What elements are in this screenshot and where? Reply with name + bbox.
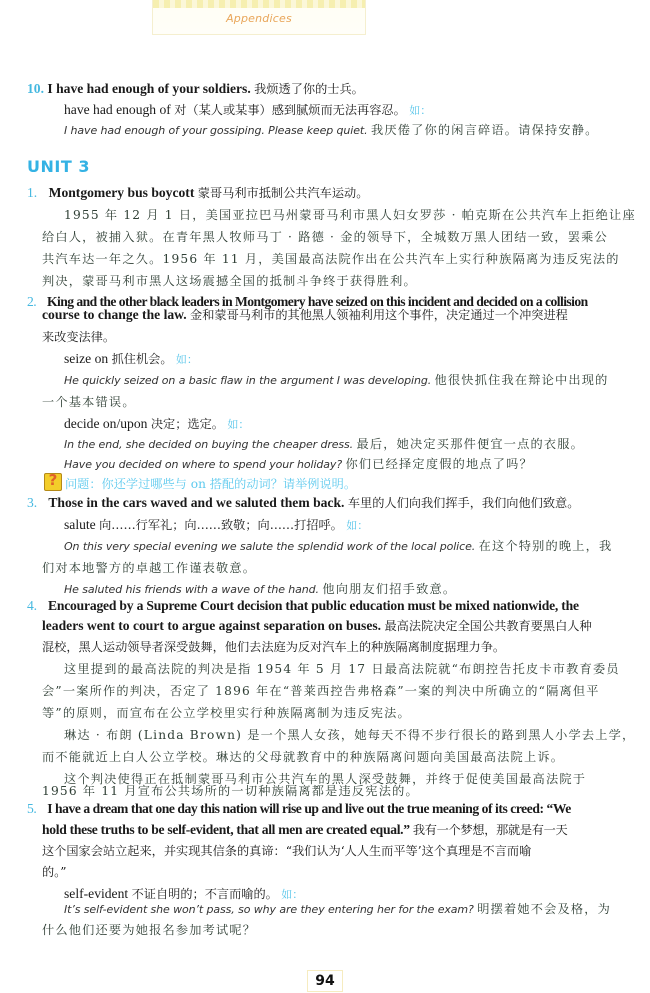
- phrase: self-evident: [64, 886, 129, 901]
- example-marker: 如：: [409, 104, 432, 117]
- note-line: 这里提到的最高法院的判决是指 1954 年 5 月 17 日最高法院就“布朗控告托皮卡市教育委员: [64, 662, 620, 676]
- example-en: I have had enough of your gossiping. Please keep quiet.: [64, 124, 368, 137]
- note-line: 而不能就近上白人公立学校。琳达的父母就教育中的种族隔离问题向美国最高法院上诉。: [42, 750, 565, 764]
- example-cn: 你们已经择定度假的地点了吗？: [345, 457, 533, 471]
- sentence-en: I have a dream that one day this nation will rise up and live out the true meaning of its creed: “We: [47, 801, 571, 816]
- example-cn-cont: 什么他们还要为她报名参加考试呢？: [42, 923, 257, 937]
- note-line: 给白人，被捕入狱。在青年黑人牧师马丁 · 路德 · 金的领导下，全城数万黑人团结一致，罢乘公: [42, 230, 608, 244]
- item-number: 10.: [27, 81, 44, 96]
- example-marker: 如：: [281, 888, 304, 901]
- running-header: [152, 0, 366, 35]
- example: [64, 537, 612, 556]
- item-number: 2.: [27, 294, 37, 309]
- item-number: 4.: [27, 598, 37, 613]
- item-4-sentence-line2: [42, 617, 592, 635]
- note-line: 判决，蒙哥马利市黑人这场震撼全国的抵制斗争终于获得胜利。: [42, 274, 417, 288]
- question-prompt: [44, 473, 356, 493]
- sentence-cn-cont: 混校，黑人运动领导者深受鼓舞，他们去法庭为反对汽车上的种族隔离制度据理力争。: [42, 640, 506, 654]
- sentence-en: Those in the cars waved and we saluted them back.: [48, 495, 345, 510]
- example: [64, 435, 584, 454]
- item-5-sentence-line2: [42, 821, 567, 839]
- phrase-cn: 对（某人或某事）感到腻烦而无法再容忍。: [174, 103, 406, 117]
- phrase-cn: 抓住机会。: [111, 352, 173, 366]
- item-10-phrase: [64, 101, 431, 120]
- example: [64, 371, 609, 390]
- example-en: It’s self-evident she won’t pass, so why are they entering her for the exam?: [64, 903, 474, 916]
- note-line: 1956 年 11 月宣布公共场所的一切种族隔离都是违反宪法的。: [42, 784, 419, 798]
- phrase-cn: 决定；选定。: [150, 417, 224, 431]
- sentence-cn-cont: 来改变法律。: [42, 330, 116, 344]
- sentence-en: Montgomery bus boycott: [48, 185, 195, 200]
- sentence-cn: 金和蒙哥马利市的其他黑人领袖利用这个事件，决定通过一个冲突进程: [190, 308, 568, 322]
- sentence-en-cont: leaders went to court to argue against separation on buses.: [42, 618, 382, 633]
- page-number: 94: [307, 970, 343, 992]
- note-line: 等”的原则，而宣布在公立学校里实行种族隔离制为违反宪法。: [42, 706, 411, 720]
- example: [64, 455, 533, 474]
- note-line: 琳达 · 布朗 (Linda Brown) 是一个黑人女孩，她每天不得不步行很长的路到黑人小学去上学，: [64, 728, 636, 742]
- example-en: In the end, she decided on buying the cheaper dress.: [64, 438, 354, 451]
- sentence-cn-cont: 这个国家会站立起来，并实现其信条的真谛：“我们认为‘人人生而平等’这个真理是不言而喻: [42, 844, 532, 858]
- example: [64, 900, 611, 919]
- note-line: 会”一案所作的判决，否定了 1896 年在“普莱西控告弗格森”一案的判决中所确立的“隔离但平: [42, 684, 600, 698]
- example-cn: 在这个特别的晚上，我: [478, 539, 613, 553]
- phrase-seize-on: [64, 350, 198, 369]
- sentence-cn: 最高法院决定全国公共教育要黑白人种: [384, 619, 592, 633]
- sentence-cn: 车里的人们向我们挥手，我们向他们致意。: [347, 496, 580, 510]
- unit-heading: UNIT 3: [27, 157, 90, 176]
- phrase: salute: [64, 517, 96, 532]
- item-10-example: [64, 121, 599, 140]
- phrase-decide-on: [64, 415, 249, 434]
- sentence-cn: 蒙哥马利市抵制公共汽车运动。: [197, 186, 369, 200]
- sentence-cn: 我烦透了你的士兵。: [254, 82, 364, 96]
- note-line: 这个判决使得正在抵制蒙哥马利市公共汽车的黑人深受鼓舞，并终于促使美国最高法院于: [64, 772, 587, 786]
- note-line: 共汽车达一年之久。1956 年 11 月，美国最高法院作出在公共汽车上实行种族隔离为违反宪法的: [42, 252, 620, 266]
- item-number: 5.: [27, 801, 37, 816]
- example-cn: 他很快抓住我在辩论中出现的: [434, 373, 609, 387]
- example-marker: 如：: [227, 418, 250, 431]
- sentence-en-cont: hold these truths to be self-evident, that all men are created equal.”: [42, 822, 410, 837]
- example-marker: 如：: [346, 519, 369, 532]
- sentence-en-cont: course to change the law.: [42, 307, 187, 322]
- note-line: 1955 年 12 月 1 日，美国亚拉巴马州蒙哥马利市黑人妇女罗莎 · 帕克斯在公共汽车上拒绝让座: [64, 208, 636, 222]
- sentence-cn-cont: 的。”: [42, 865, 67, 879]
- sentence-en: King and the other black leaders in Montgomery have seized on this incident and decided on a collision: [46, 294, 588, 309]
- question-text: 问题：你还学过哪些与 on 搭配的动词？请举例说明。: [65, 477, 357, 491]
- example-cn: 最后，她决定买那件便宜一点的衣服。: [356, 437, 585, 451]
- example-en: He quickly seized on a basic flaw in the argument I was developing.: [64, 374, 432, 387]
- item-5-sentence-line1: [27, 800, 571, 818]
- sentence-cn: 我有一个梦想，那就是有一天: [412, 823, 568, 837]
- item-number: 3.: [27, 495, 38, 510]
- item-number: 1.: [27, 185, 38, 200]
- phrase-cn: 向……行军礼；向……致敬；向……打招呼。: [99, 518, 343, 532]
- example-cn-cont: 们对本地警方的卓越工作谨表敬意。: [42, 561, 257, 575]
- header-decoration: [153, 0, 365, 8]
- example-cn: 我厌倦了你的闲言碎语。请保持安静。: [370, 123, 599, 137]
- example-en: He saluted his friends with a wave of the hand.: [64, 583, 319, 596]
- sentence-en: I have had enough of your soldiers.: [47, 81, 251, 96]
- example-cn: 明摆着她不会及格，为: [477, 902, 612, 916]
- phrase: have had enough of: [64, 102, 171, 117]
- example-en: On this very special evening we salute the splendid work of the local police.: [64, 540, 476, 553]
- example-marker: 如：: [175, 353, 198, 366]
- header-title: Appendices: [226, 12, 292, 25]
- phrase: decide on/upon: [64, 416, 148, 431]
- item-1-sentence: [27, 184, 368, 202]
- item-4-sentence-line1: [27, 597, 579, 615]
- question-mark-icon: ?: [44, 473, 62, 491]
- item-10-sentence: [27, 80, 364, 98]
- item-2-sentence-line2: [42, 306, 568, 324]
- item-3-sentence: [27, 494, 579, 512]
- sentence-en: Encouraged by a Supreme Court decision that public education must be mixed nationwide, the: [48, 598, 579, 613]
- example-en: Have you decided on where to spend your holiday?: [64, 458, 343, 471]
- example-cn: 他向朋友们招手致意。: [322, 582, 457, 596]
- phrase: seize on: [64, 351, 109, 366]
- example-cn-cont: 一个基本错误。: [42, 395, 136, 409]
- phrase-cn: 不证自明的；不言而喻的。: [131, 887, 278, 901]
- phrase-salute: [64, 516, 368, 535]
